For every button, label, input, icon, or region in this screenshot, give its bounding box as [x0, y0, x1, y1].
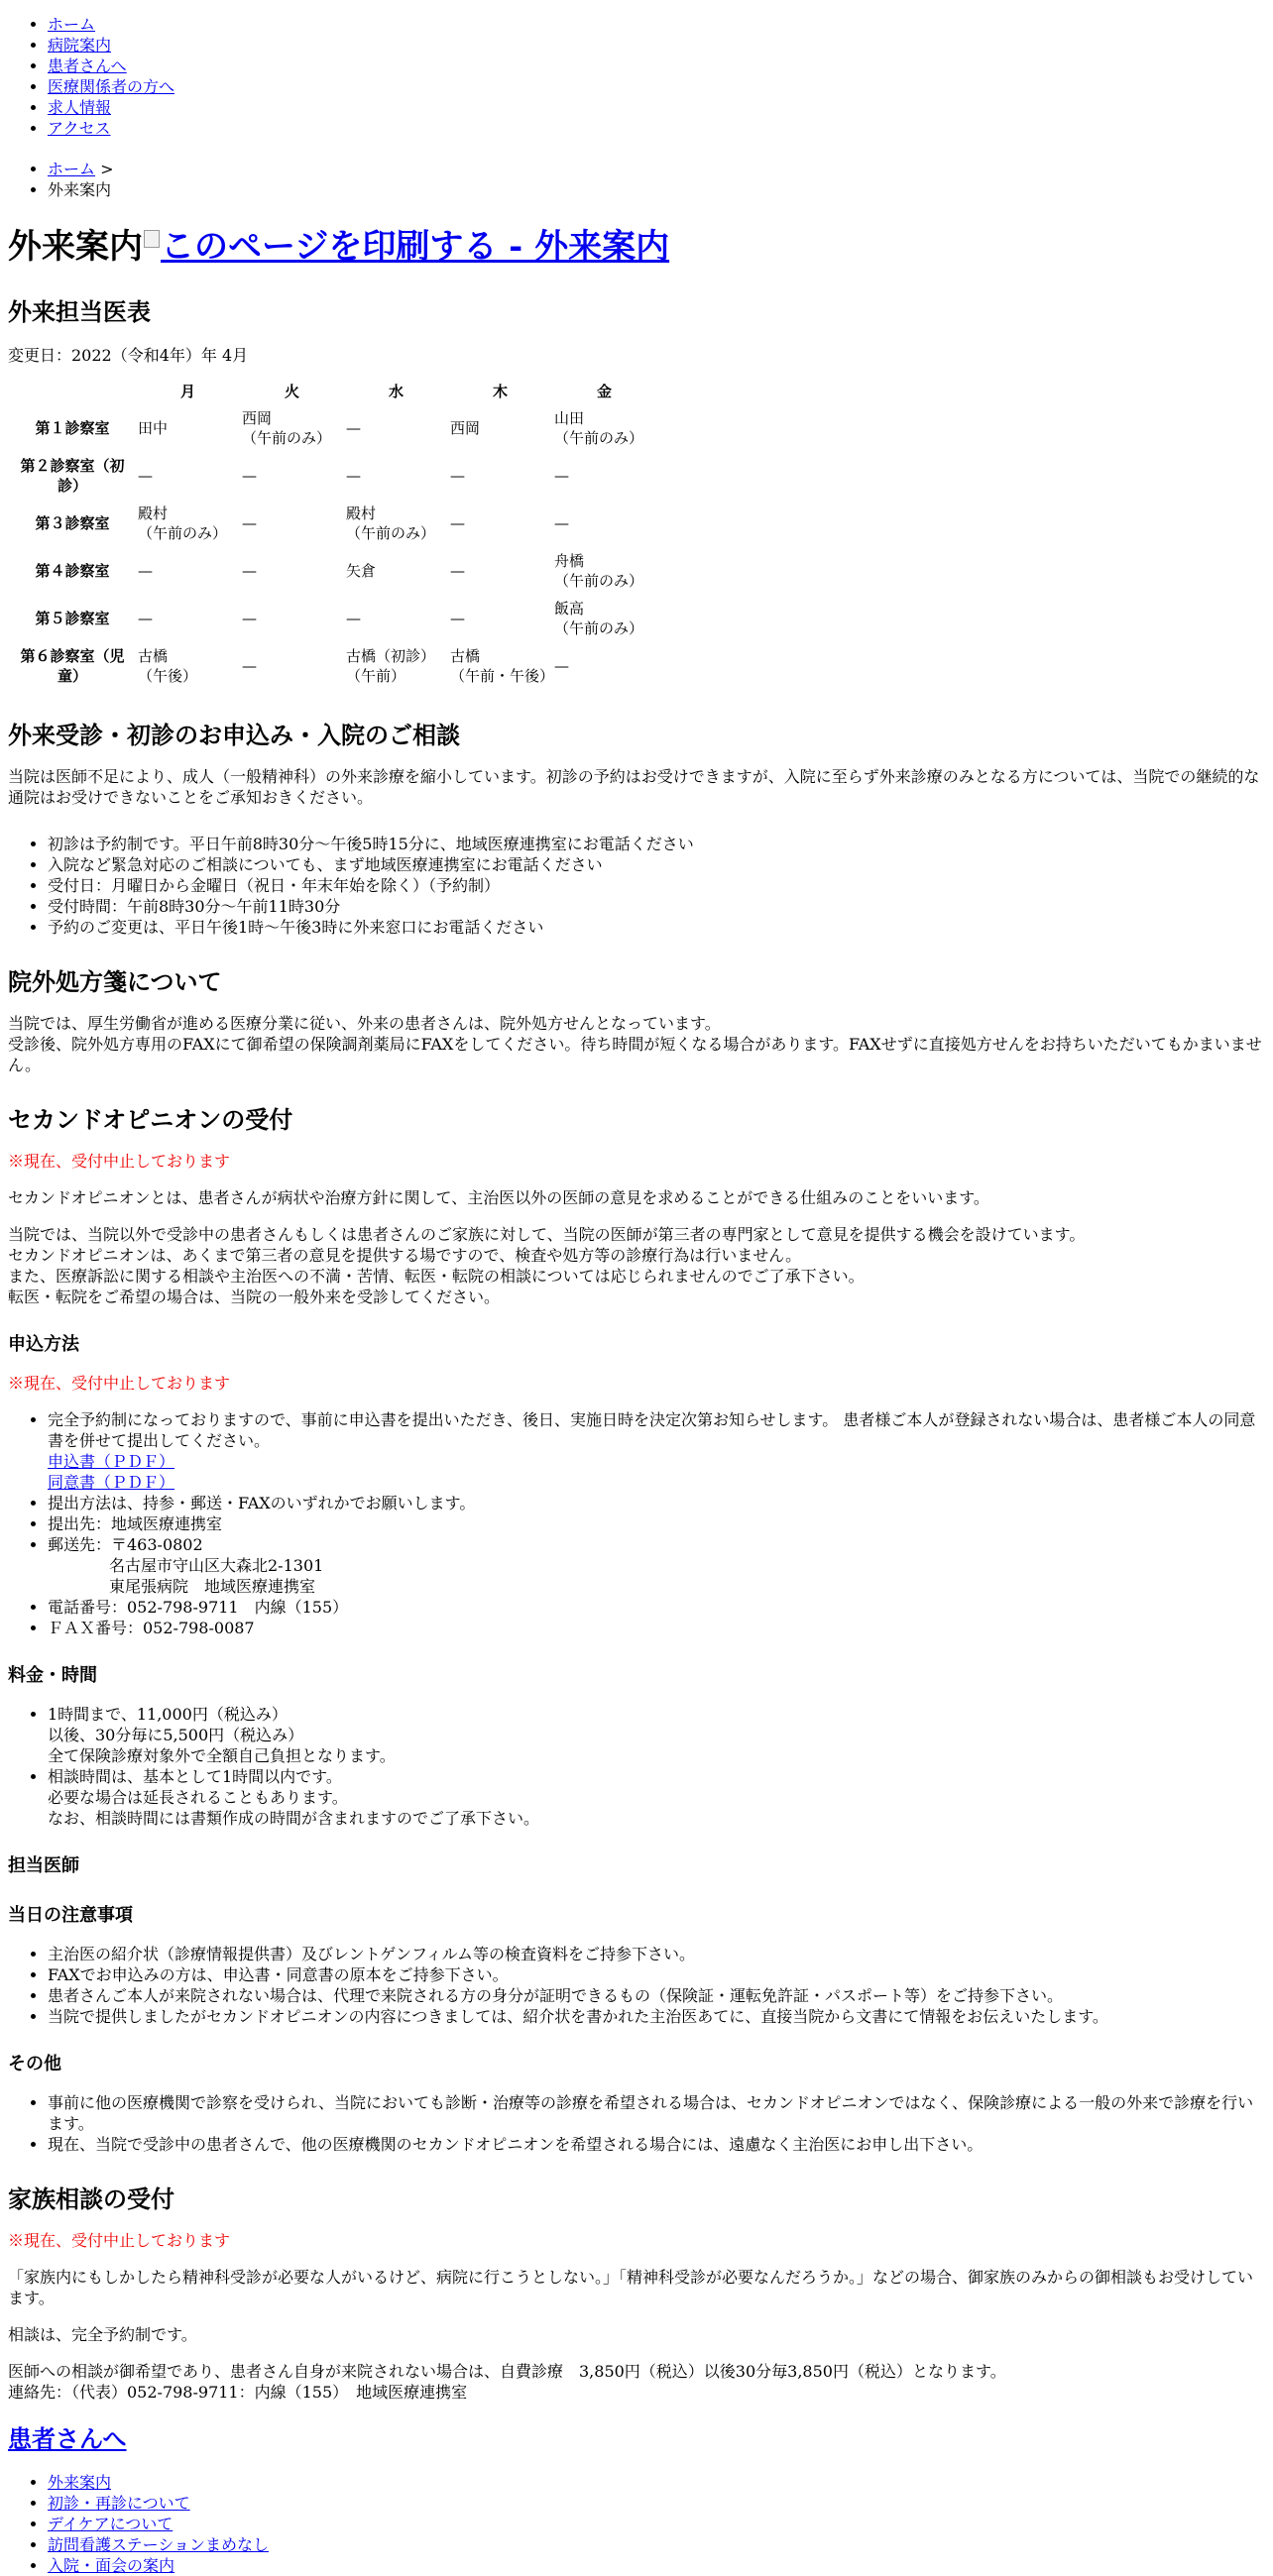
list-item: • 初診は予約制です。平日午前8時30分～午後5時15分に、地域医療連携室にお電話ください	[48, 834, 1265, 854]
time-line: 必要な場合は延長されることもあります。	[48, 1788, 348, 1807]
schedule-cell: —	[346, 610, 361, 627]
schedule-cell: —	[450, 467, 465, 485]
list-item: • 患者さんご本人が来院されない場合は、代理で来院される方の身分が証明できるもの（保険証・運転免許証・パスポート等）をご持参下さい。	[48, 1985, 1265, 2006]
postal-code: 郵送先：〒463-0802	[48, 1535, 203, 1554]
outpatient-text: 当院は医師不足により、成人（一般精神科）の外来診療を縮小しています。初診の予約はお受けできますが、入院に至らず外来診療のみとなる方については、当院での継続的な通院はお受けできないことをご承知おきください。	[8, 767, 1260, 807]
schedule-updated: 変更日：2022（令和4年）年 4月	[8, 346, 249, 365]
other-list	[8, 2092, 1265, 2155]
fee-heading: 料金・時間	[8, 1665, 97, 1686]
nav-item-medical	[48, 76, 1265, 97]
list-item: • 提出方法は、持参・郵送・FAXのいずれかでお願いします。	[48, 1493, 1265, 1513]
schedule-cell: —	[138, 562, 153, 580]
prescription-heading: 院外処方箋について	[8, 967, 222, 996]
schedule-row	[10, 405, 655, 451]
second-opinion-line: セカンドオピニオンは、あくまで第三者の意見を提供する場ですので、検査や処方等の診療行為は行いません。	[8, 1246, 802, 1265]
nav-item-hospital	[48, 35, 1265, 56]
list-item: • FAXでお申込みの方は、申込書・同意書の原本をご持参下さい。	[48, 1964, 1265, 1985]
list-item: • 当院で提供しましたがセカンドオピニオンの内容につきましては、紹介状を書かれた主治医あてに、直接当院から文書にて情報をお伝えいたします。	[48, 2006, 1265, 2027]
global-nav	[8, 0, 1265, 139]
schedule-heading: 外来担当医表	[8, 297, 151, 326]
schedule-row	[10, 596, 655, 641]
breadcrumb-link-home[interactable]: ホーム	[48, 160, 96, 178]
second-opinion-line: また、医療訴訟に関する相談や主治医への不満・苦情、転医・転院の相談については応じられませんのでご了承下さい。	[8, 1267, 865, 1286]
schedule-body	[10, 405, 655, 689]
footer-item	[48, 2514, 1265, 2534]
family-notice: ※現在、受付中止しております	[8, 2231, 231, 2250]
list-item: • 受付日：月曜日から金曜日（祝日・年末年始を除く）（予約制）	[48, 875, 1265, 896]
schedule-header-row	[10, 380, 655, 403]
fee-line: 全て保険診療対象外で全額自己負担となります。	[48, 1746, 396, 1765]
other-heading: その他	[8, 2054, 61, 2074]
schedule-cell: —	[346, 467, 361, 485]
day-thu: 木	[492, 383, 508, 400]
notes-heading: 当日の注意事項	[8, 1905, 133, 1926]
footer-heading-link[interactable]: 患者さんへ	[8, 2424, 127, 2453]
nav-link-medical[interactable]: 医療関係者の方へ	[48, 77, 175, 96]
prescription-line: 当院では、厚生労働省が進める医療分業に従い、外来の患者さんは、院外処方せんとなっています。	[8, 1014, 721, 1033]
day-tue: 火	[284, 383, 299, 400]
footer-link-admission[interactable]: 入院・面会の案内	[48, 2556, 175, 2575]
schedule-cell: 西岡 （午前のみ）	[242, 409, 332, 447]
schedule-cell: 山田 （午前のみ）	[554, 409, 644, 447]
schedule-cell: 西岡	[450, 419, 481, 437]
room-label: 第４診察室	[35, 562, 110, 580]
schedule-cell: —	[138, 467, 153, 485]
schedule-row	[10, 501, 655, 546]
schedule-table	[8, 378, 657, 691]
schedule-cell: 古橋 （午後）	[138, 647, 198, 685]
print-page-link[interactable]: このページを印刷する - 外来案内	[161, 227, 670, 267]
prescription-text	[8, 1013, 1265, 1075]
apply-text: 完全予約制になっておりますので、事前に申込書を提出いただき、後日、実施日時を決定次第お知らせします。 患者様ご本人が登録されない場合は、患者様ご本人の同意書を併せて提出してください。	[48, 1410, 1256, 1450]
application-form-pdf-link[interactable]: 申込書（ＰＤＦ）	[48, 1452, 175, 1471]
footer-link-visiting-nurse[interactable]: 訪問看護ステーションまめなし	[48, 2535, 270, 2554]
nav-item-recruit	[48, 97, 1265, 118]
phone-number: • 電話番号：052-798-9711 内線（155）	[48, 1597, 1265, 1618]
family-text: 「家族内にもしかしたら精神科受診が必要な人がいるけど、病院に行こうとしない。」「精神科受診が必要なんだろうか。」などの場合、御家族のみからの御相談もお受けしています。	[8, 2268, 1254, 2307]
room-label: 第５診察室	[35, 610, 110, 627]
schedule-cell: 古橋（初診） （午前）	[346, 647, 436, 685]
schedule-cell: —	[242, 562, 257, 580]
fee-line: 1時間まで、11,000円（税込み）	[48, 1705, 288, 1724]
list-item: • 主治医の紹介状（診療情報提供書）及びレントゲンフィルム等の検査資料をご持参下さい。	[48, 1944, 1265, 1964]
nav-item-home	[48, 14, 1265, 35]
schedule-row	[10, 548, 655, 594]
footer-nav	[8, 2472, 1265, 2576]
list-item: • 入院など緊急対応のご相談についても、まず地域医療連携室にお電話ください	[48, 854, 1265, 875]
page-title	[8, 226, 1265, 268]
second-opinion-line: 当院では、当院以外で受診中の患者さんもしくは患者さんのご家族に対して、当院の医師が第三者の専門家として意見を提供する機会を設けています。	[8, 1225, 1086, 1244]
schedule-cell: 舟橋 （午前のみ）	[554, 552, 644, 590]
outpatient-list	[8, 834, 1265, 938]
schedule-corner	[10, 380, 135, 403]
schedule-cell: —	[242, 467, 257, 485]
schedule-cell: —	[242, 514, 257, 532]
family-heading: 家族相談の受付	[8, 2184, 174, 2213]
family-reservation: 相談は、完全予約制です。	[8, 2325, 197, 2344]
footer-heading	[8, 2424, 1265, 2454]
outpatient-heading: 外来受診・初診のお申込み・入院のご相談	[8, 721, 460, 749]
list-item	[48, 1409, 1265, 1493]
fee-list	[8, 1704, 1265, 1829]
schedule-cell: —	[554, 657, 569, 675]
list-item	[48, 1534, 1265, 1597]
fee-line: 以後、30分毎に5,500円（税込み）	[48, 1726, 304, 1744]
list-item	[48, 1704, 1265, 1766]
page-title-text: 外来案内	[8, 227, 143, 267]
room-label: 第６診察室（児童）	[20, 647, 125, 685]
time-line: なお、相談時間には書類作成の時間が含まれますのでご了承下さい。	[48, 1809, 540, 1828]
nav-link-patients[interactable]: 患者さんへ	[48, 56, 127, 75]
time-line: 相談時間は、基本として1時間以内です。	[48, 1767, 342, 1786]
room-label: 第２診察室（初診）	[20, 457, 125, 495]
list-item: • 予約のご変更は、平日午後1時～午後3時に外来窓口にお電話ください	[48, 917, 1265, 938]
list-item	[48, 1766, 1265, 1829]
second-opinion-heading: セカンドオピニオンの受付	[8, 1105, 293, 1134]
room-label: 第１診察室	[35, 419, 110, 437]
list-item: • 現在、当院で受診中の患者さんで、他の医療機関のセカンドオピニオンを希望される場合には、遠慮なく主治医にお申し出下さい。	[48, 2134, 1265, 2155]
schedule-cell: —	[346, 419, 361, 437]
breadcrumb	[8, 159, 1265, 200]
schedule-cell: 飯高 （午前のみ）	[554, 600, 644, 637]
schedule-cell: 殿村 （午前のみ）	[138, 504, 228, 542]
schedule-cell: —	[554, 514, 569, 532]
breadcrumb-item-home	[48, 159, 1265, 179]
family-contact: 連絡先：（代表）052-798-9711：内線（155） 地域医療連携室	[8, 2383, 468, 2402]
list-item: • 提出先：地域医療連携室	[48, 1513, 1265, 1534]
doctor-heading: 担当医師	[8, 1855, 79, 1876]
nav-link-access[interactable]: アクセス	[48, 119, 111, 138]
schedule-cell: —	[450, 610, 465, 627]
breadcrumb-separator: >	[100, 160, 114, 178]
family-fee	[8, 2361, 1265, 2403]
schedule-cell: 田中	[138, 419, 169, 437]
apply-heading: 申込方法	[8, 1334, 79, 1355]
second-opinion-line: 転医・転院をご希望の場合は、当院の一般外来を受診してください。	[8, 1288, 501, 1306]
nav-link-home[interactable]: ホーム	[48, 15, 96, 34]
family-fee-line: 医師への相談が御希望であり、患者さん自身が来院されない場合は、自費診療 3,850円（税込）以後30分毎3,850円（税込）となります。	[8, 2362, 1006, 2381]
schedule-cell: 矢倉	[346, 562, 377, 580]
room-label: 第３診察室	[35, 514, 110, 532]
notes-list	[8, 1944, 1265, 2027]
schedule-cell: —	[554, 467, 569, 485]
apply-notice: ※現在、受付中止しております	[8, 1374, 231, 1393]
schedule-row	[10, 453, 655, 499]
list-item: • 事前に他の医療機関で診察を受けられ、当院においても診断・治療等の診療を希望される場合は、セカンドオピニオンではなく、保険診療による一般の外来で診療を行います。	[48, 2092, 1265, 2134]
address-line: 東尾張病院 地域医療連携室	[109, 1577, 316, 1596]
prescription-line: 受診後、院外処方専用のFAXにて御希望の保険調剤薬局にFAXをしてください。待ち時間が短くなる場合があります。FAXせずに直接処方せんをお持ちいただいてもかまいません。	[8, 1035, 1262, 1074]
second-opinion-notice: ※現在、受付中止しております	[8, 1152, 231, 1171]
fax-number: • ＦＡＸ番号：052-798-0087	[48, 1618, 1265, 1638]
breadcrumb-current: • 外来案内	[48, 179, 1265, 200]
nav-link-recruit[interactable]: 求人情報	[48, 98, 112, 117]
footer-link-first-visit[interactable]: 初診・再診について	[48, 2494, 190, 2513]
day-mon: 月	[179, 383, 195, 400]
footer-link-outpatient[interactable]: 外来案内	[48, 2473, 112, 2492]
second-opinion-text	[8, 1224, 1265, 1307]
consent-form-pdf-link[interactable]: 同意書（ＰＤＦ）	[48, 1473, 175, 1492]
footer-item	[48, 2472, 1265, 2493]
nav-item-access	[48, 118, 1265, 139]
day-wed: 水	[388, 383, 404, 400]
schedule-cell: 古橋 （午前・午後）	[450, 647, 555, 685]
schedule-cell: —	[242, 610, 257, 627]
footer-link-daycare[interactable]: デイケアについて	[48, 2515, 174, 2533]
day-fri: 金	[596, 383, 612, 400]
nav-item-patients	[48, 56, 1265, 76]
print-icon	[144, 230, 160, 248]
schedule-cell: —	[242, 657, 257, 675]
schedule-cell: 殿村 （午前のみ）	[346, 504, 436, 542]
list-item: • 受付時間：午前8時30分～午前11時30分	[48, 896, 1265, 917]
address-line: 名古屋市守山区大森北2-1301	[109, 1556, 324, 1575]
schedule-row	[10, 643, 655, 689]
footer-item	[48, 2555, 1265, 2576]
second-opinion-intro: セカンドオピニオンとは、患者さんが病状や治療方針に関して、主治医以外の医師の意見を求めることができる仕組みのことをいいます。	[8, 1188, 989, 1207]
schedule-cell: —	[138, 610, 153, 627]
schedule-cell: —	[450, 514, 465, 532]
apply-list	[8, 1409, 1265, 1638]
footer-item	[48, 2493, 1265, 2514]
schedule-cell: —	[450, 562, 465, 580]
nav-link-hospital[interactable]: 病院案内	[48, 36, 112, 55]
